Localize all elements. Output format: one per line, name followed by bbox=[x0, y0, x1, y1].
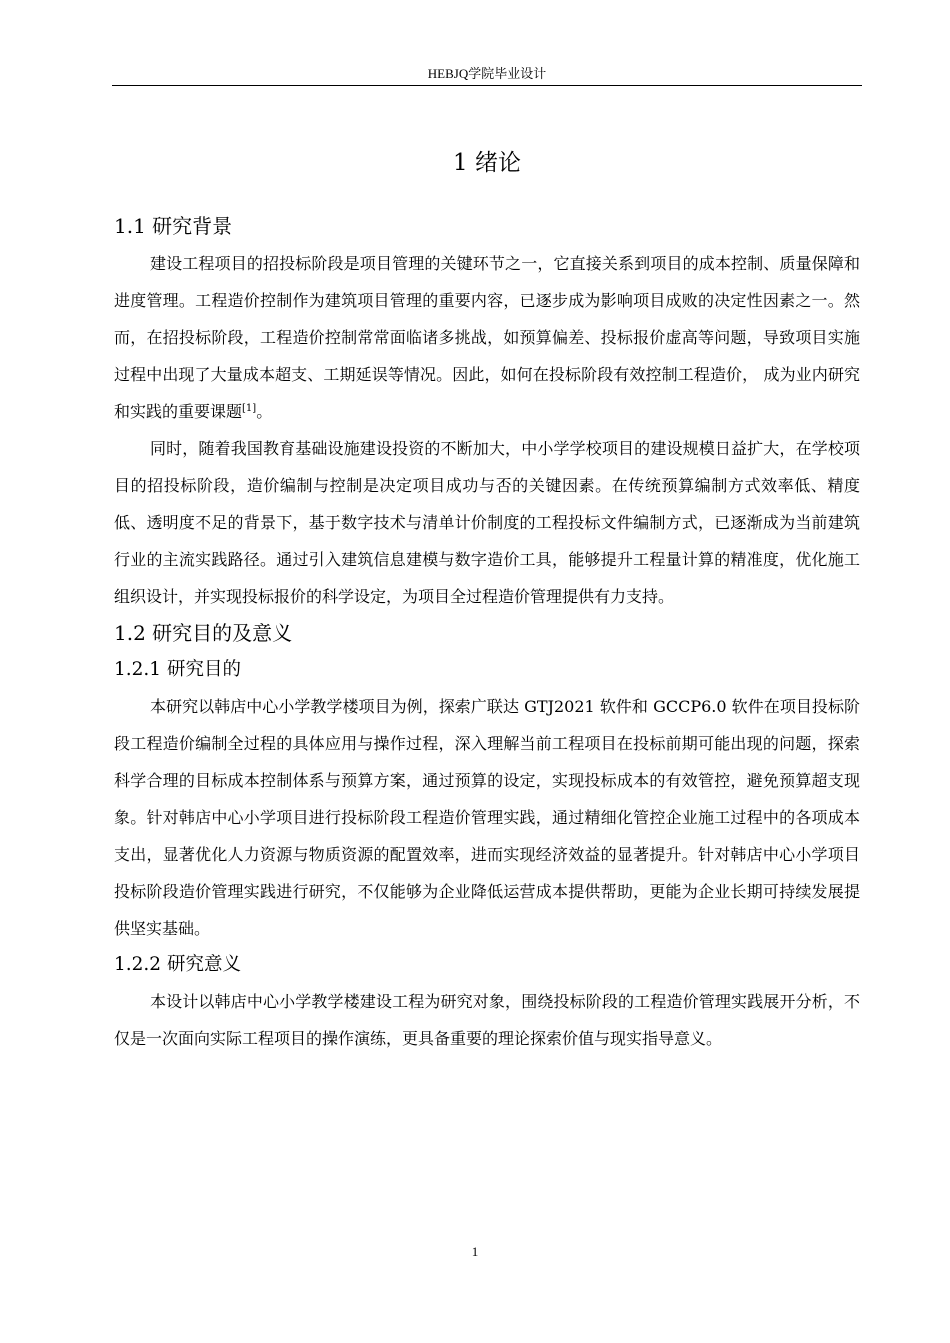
page-header: HEBJQ学院毕业设计 bbox=[427, 66, 547, 81]
section-heading-1-2-1: 1.2.1 研究目的 bbox=[114, 659, 241, 680]
chapter-title: 1 绪论 bbox=[453, 150, 521, 176]
paragraph-purpose: 本研究以韩店中心小学教学楼项目为例，探索广联达 GTJ2021 软件和 GCCP6.0 软件在项目投标阶段工程造价编制全过程的具体应用与操作过程，深入理解当前工程项目在投标前期可能出现的问题，探索科学合理的目标成本控制体系与预算方案，通过预算的设定，实现投标成本的有效管控，避免预算超支现象。针对韩店中心小学项目进行投标阶段工程造价管理实践，通过精细化管控企业施工过程中的各项成本支出，显著优化人力资源与物质资源的配置效率，进而实现经济效益的显著提升。针对韩店中心小学项目投标阶段造价管理实践进行研究，不仅能够为企业降低运营成本提供帮助，更能为企业长期可持续发展提供坚实基础。 bbox=[114, 697, 860, 938]
page-number: 1 bbox=[471, 1244, 479, 1259]
page-body bbox=[114, 140, 860, 1057]
header-divider bbox=[112, 85, 862, 86]
paragraph-significance: 本设计以韩店中心小学教学楼建设工程为研究对象，围绕投标阶段的工程造价管理实践展开分析，不仅是一次面向实际工程项目的操作演练，更具备重要的理论探索价值与现实指导意义。 bbox=[114, 992, 860, 1048]
section-heading-1-1: 1.1 研究背景 bbox=[114, 214, 233, 238]
section-heading-1-2: 1.2 研究目的及意义 bbox=[114, 621, 293, 645]
section-heading-1-2-2: 1.2.2 研究意义 bbox=[114, 954, 241, 975]
paragraph-text: 建设工程项目的招投标阶段是项目管理的关键环节之一，它直接关系到项目的成本控制、质量保障和进度管理。工程造价控制作为建筑项目管理的重要内容，已逐步成为影响项目成败的决定性因素之一。然而，在招投标阶段，工程造价控制常常面临诸多挑战，如预算偏差、投标报价虚高等问题，导致项目实施过程中出现了大量成本超支、工期延误等情况。因此，如何在投标阶段有效控制工程造价， 成为业内研究和实践的重要课题 bbox=[114, 254, 860, 421]
paragraph-background-1 bbox=[114, 245, 860, 430]
citation-ref[interactable]: [1] bbox=[242, 403, 257, 414]
paragraph-end: 。 bbox=[256, 402, 273, 421]
paragraph-background-2: 同时，随着我国教育基础设施建设投资的不断加大，中小学学校项目的建设规模日益扩大，在学校项目的招投标阶段，造价编制与控制是决定项目成功与否的关键因素。在传统预算编制方式效率低、精度低、透明度不足的背景下，基于数字技术与清单计价制度的工程投标文件编制方式，已逐渐成为当前建筑行业的主流实践路径。通过引入建筑信息建模与数字造价工具，能够提升工程量计算的精准度，优化施工组织设计，并实现投标报价的科学设定，为项目全过程造价管理提供有力支持。 bbox=[114, 439, 860, 606]
